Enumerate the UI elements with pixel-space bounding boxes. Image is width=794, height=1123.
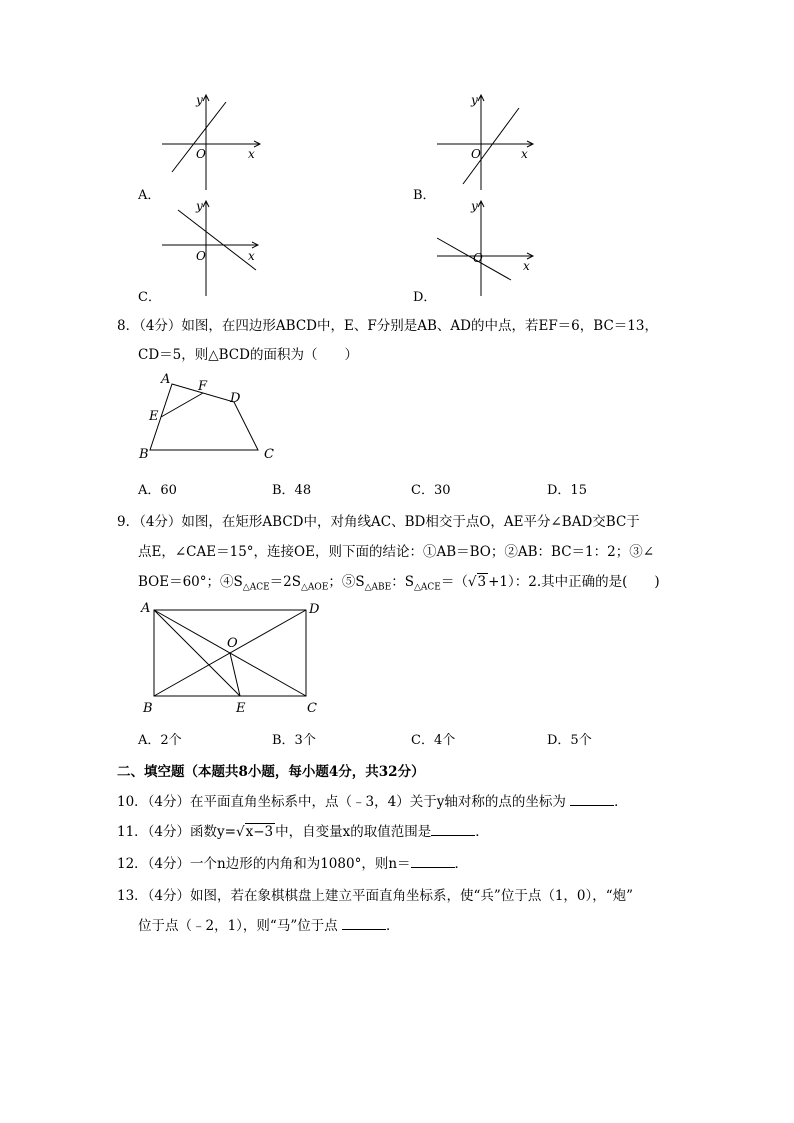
q7-option-a[interactable]: [138, 92, 268, 202]
option-label: A．: [138, 188, 161, 203]
graph-line: [463, 108, 519, 184]
q8-option-d[interactable]: D．15: [547, 483, 587, 498]
q10-question: [117, 790, 628, 810]
origin-label: O: [473, 251, 483, 265]
q12-end: ．: [454, 856, 469, 872]
y-label: y: [196, 93, 203, 107]
graph-line: [178, 210, 256, 270]
point-o: O: [227, 636, 238, 651]
section-heading: 二、填空题（本题共8小题，每小题4分，共32分）: [117, 764, 425, 780]
y-label: y: [471, 199, 478, 213]
sqrt-sign: √: [467, 574, 477, 590]
q9-subscript: △ACE: [414, 582, 441, 593]
q10-answer-blank[interactable]: [570, 793, 614, 806]
y-label: y: [471, 93, 478, 107]
line-graph-d: [433, 198, 543, 300]
q9-option-a[interactable]: A．2个: [138, 733, 182, 748]
q13-answer-blank[interactable]: [342, 917, 386, 930]
sqrt-radicand: 3: [477, 574, 487, 590]
vertex-c: C: [264, 447, 274, 462]
option-label: B．: [413, 188, 436, 203]
x-label: x: [248, 147, 255, 161]
q8-option-a[interactable]: A．60: [138, 483, 177, 498]
q9-line3-part: ；⑤S: [328, 574, 365, 590]
q8-question-line-2: CD＝5，则△BCD的面积为（ ）: [138, 347, 358, 363]
q12-text: 12．（4分）一个n边形的内角和为1080°，则n＝: [117, 856, 411, 872]
q11-question: [117, 820, 489, 840]
origin-label: O: [196, 147, 206, 161]
vertex-d: D: [230, 391, 241, 406]
segment-ae: [154, 610, 240, 696]
q7-option-b[interactable]: [413, 92, 543, 202]
q9-line3-part: ：S: [391, 574, 414, 590]
q8-option-b[interactable]: B．48: [272, 483, 312, 498]
q10-end: ．: [614, 794, 628, 810]
q9-rectangle-figure: [138, 598, 338, 720]
vertex-e: E: [149, 409, 159, 424]
q9-option-b[interactable]: B．3个: [272, 733, 316, 748]
line-graph-c: [158, 198, 268, 300]
vertex-b: B: [143, 701, 153, 716]
q11-pre: 11．（4分）函数y=: [117, 824, 236, 840]
q9-line3-part: ＝2S: [269, 574, 302, 590]
point-e: E: [236, 701, 246, 716]
origin-label: O: [196, 249, 206, 263]
q13-end: ．: [386, 918, 400, 934]
q13-question-line-2: [138, 914, 400, 934]
q11-end: ．: [475, 824, 489, 840]
q7-option-c[interactable]: [138, 198, 268, 308]
vertex-f: F: [198, 379, 208, 394]
x-label: x: [523, 259, 530, 273]
segment-oe: [230, 653, 240, 696]
q9-subscript: △ABE: [364, 582, 392, 593]
y-label: y: [196, 199, 203, 213]
q9-question-line-1: 9．（4分）如图，在矩形ABCD中，对角线AC、BD相交于点O，AE平分∠BAD交BC于: [117, 514, 640, 530]
q9-question-line-2: 点E，∠CAE＝15°，连接OE，则下面的结论：①AB＝BO；②AB：BC＝1：2；③∠: [138, 544, 655, 560]
vertex-b: B: [139, 447, 149, 462]
line-graph-b: [433, 92, 543, 194]
q9-question-line-3: [138, 570, 660, 593]
q8-quadrilateral-figure: [130, 368, 290, 468]
vertex-a: A: [161, 372, 171, 387]
x-label: x: [248, 249, 255, 263]
q9-option-c[interactable]: C．4个: [411, 733, 456, 748]
q11-post: 中，自变量x的取值范围是: [275, 824, 432, 840]
vertex-d: D: [309, 602, 320, 617]
line-graph-a: [158, 92, 268, 194]
q7-option-d[interactable]: [413, 198, 543, 308]
q11-radicand: x−3: [245, 824, 274, 840]
q11-answer-blank[interactable]: [431, 823, 475, 836]
sqrt-sign: √: [235, 824, 245, 840]
graph-line: [172, 102, 226, 172]
q9-option-d[interactable]: D．5个: [547, 733, 592, 748]
q9-subscript: △AOE: [301, 582, 329, 593]
q13-question-line-1: 13．（4分）如图，若在象棋棋盘上建立平面直角坐标系，使“兵”位于点（1，0），“炮”: [117, 888, 634, 904]
q12-question: [117, 852, 468, 872]
x-label: x: [521, 147, 528, 161]
q13-text: 位于点（﹣2，1），则“马”位于点: [138, 918, 338, 934]
q9-line3-part: ＝（: [440, 574, 468, 590]
q9-line3-part: +1）：2.其中正确的是( ): [488, 574, 660, 590]
q10-text: 10．（4分）在平面直角坐标系中，点（﹣3，4）关于y轴对称的点的坐标为: [117, 794, 566, 810]
q8-question-line-1: 8．（4分）如图，在四边形ABCD中，E、F分别是AB、AD的中点，若EF＝6，BC＝13，: [117, 318, 658, 334]
vertex-a: A: [141, 601, 151, 616]
vertex-c: C: [307, 701, 317, 716]
q9-line3-part: BOE＝60°；④S: [138, 574, 243, 590]
q9-subscript: △ACE: [242, 582, 270, 593]
option-label: D．: [413, 290, 437, 305]
origin-label: O: [471, 147, 481, 161]
q12-answer-blank[interactable]: [411, 855, 455, 868]
option-label: C．: [138, 290, 161, 305]
q8-option-c[interactable]: C．30: [411, 483, 451, 498]
